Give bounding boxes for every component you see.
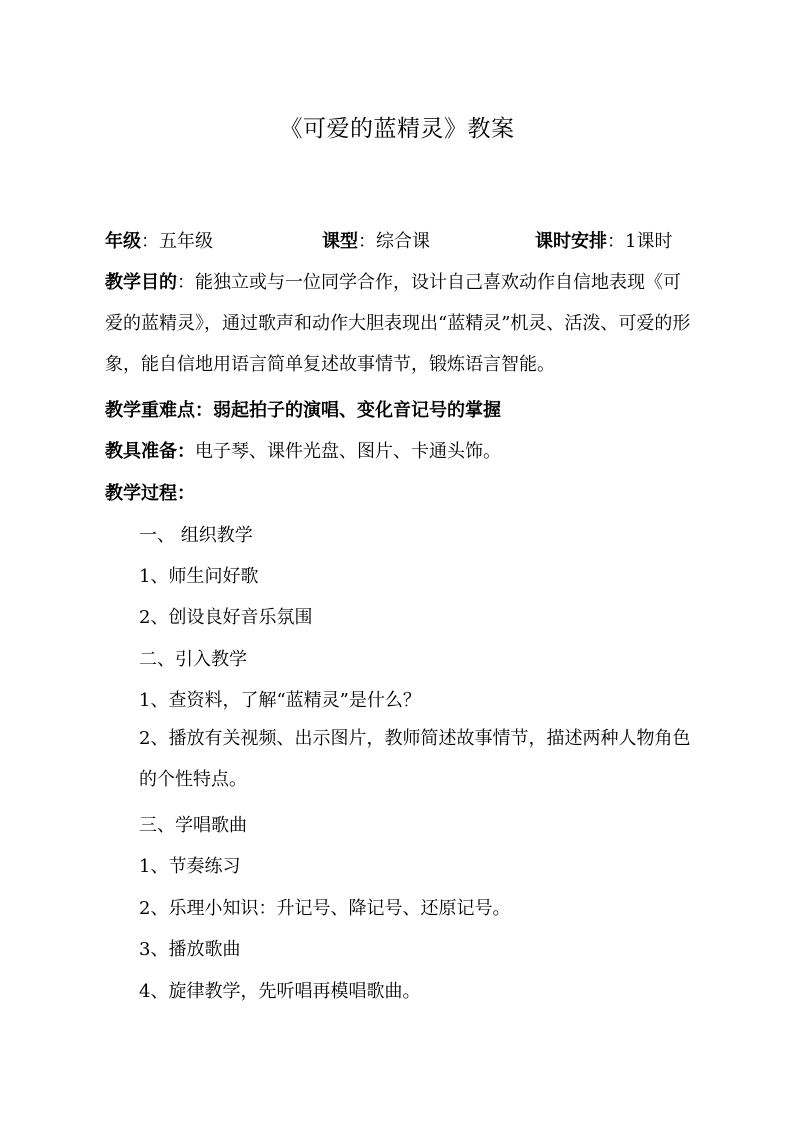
list-item: 4、旋律教学，先听唱再模唱歌曲。: [139, 981, 421, 1002]
lesson-type-field: [322, 227, 430, 253]
list-item: 1、师生问好歌: [139, 566, 259, 587]
grade-field: [105, 227, 213, 253]
list-item: 2、播放有关视频、出示图片，教师简述故事情节，描述两种人物角色的个性特点。: [139, 728, 691, 790]
teaching-goal-label: 教学目的: [105, 272, 177, 293]
lesson-meta-row: [105, 227, 690, 253]
lesson-type-value: 综合课: [376, 231, 430, 252]
lesson-type-label: 课型: [322, 231, 358, 252]
list-item: 1、查资料，了解“蓝精灵”是什么？: [139, 690, 421, 711]
teaching-tools: [105, 437, 501, 463]
grade-value: 五年级: [159, 231, 213, 252]
class-hours-colon: ：: [607, 231, 625, 252]
teaching-goal: [105, 262, 695, 385]
section-introduce: 二、引入教学: [139, 649, 247, 670]
key-points: 教学重难点：弱起拍子的演唱、变化音记号的掌握: [105, 400, 501, 421]
teaching-goal-text: 能独立或与一位同学合作，设计自己喜欢动作自信地表现《可爱的蓝精灵》，通过歌声和动作大胆表现出“蓝精灵”机灵、活泼、可爱的形象，能自信地用语言简单复述故事情节，锻炼语言智能。: [105, 272, 691, 375]
lesson-type-colon: ：: [358, 231, 376, 252]
grade-colon: ：: [141, 231, 159, 252]
section-organize: 一、 组织教学: [139, 525, 253, 546]
teaching-tools-label: 教具准备：: [105, 441, 195, 462]
list-item: 3、播放歌曲: [139, 939, 241, 960]
class-hours-label: 课时安排: [535, 231, 607, 252]
teaching-process-heading: 教学过程：: [105, 483, 195, 504]
list-item: 2、乐理小知识：升记号、降记号、还原记号。: [139, 898, 511, 919]
list-item: 2、创设良好音乐氛围: [139, 607, 313, 628]
section-learn-song: 三、学唱歌曲: [139, 815, 247, 836]
class-hours-value: 1课时: [625, 231, 673, 252]
list-item: 1、节奏练习: [139, 856, 241, 877]
class-hours-field: [535, 227, 672, 253]
teaching-goal-colon: ：: [177, 272, 195, 293]
grade-label: 年级: [105, 231, 141, 252]
page-title: 《可爱的蓝精灵》教案: [279, 116, 515, 142]
teaching-tools-text: 电子琴、课件光盘、图片、卡通头饰。: [195, 441, 501, 462]
